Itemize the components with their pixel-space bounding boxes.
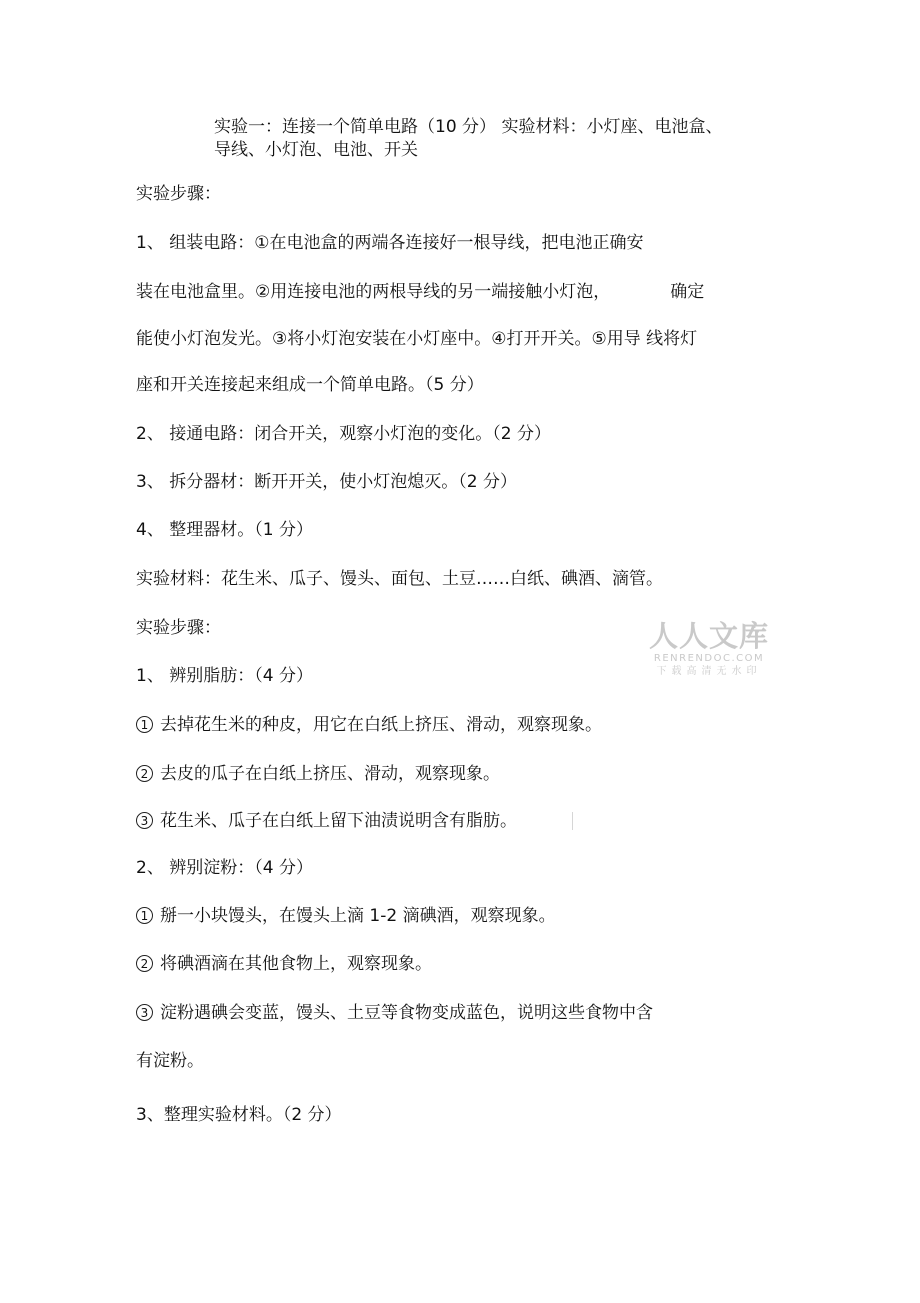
exp2-tidy-step: 3、整理实验材料。（2 分） bbox=[136, 1105, 342, 1125]
fat-item bbox=[136, 810, 517, 832]
circled-number-icon: 2 bbox=[136, 765, 153, 782]
exp1-title-line2: 导线、小灯泡、电池、开关 bbox=[214, 140, 418, 160]
starch-item-continuation: 有淀粉。 bbox=[136, 1051, 204, 1071]
exp1-step1-line3: 能使小灯泡发光。③将小灯泡安装在小灯座中。④打开开关。⑤用导 线将灯 bbox=[136, 329, 698, 349]
exp1-step1-line2-end: 确定 bbox=[670, 282, 705, 302]
starch-item-text: 淀粉遇碘会变蓝，馒头、土豆等食物变成蓝色，说明这些食物中含 bbox=[160, 1003, 653, 1023]
circled-number-icon: 2 bbox=[136, 955, 153, 972]
text-cursor bbox=[572, 812, 573, 830]
exp1-step1-line1: 1、 组装电路：①在电池盒的两端各连接好一根导线，把电池正确安 bbox=[136, 233, 644, 253]
circled-number-icon: 1 bbox=[136, 907, 153, 924]
circled-number-icon: 1 bbox=[136, 716, 153, 733]
exp2-fat-heading: 1、 辨别脂肪：（4 分） bbox=[136, 666, 313, 686]
exp1-step1-line2-text: 装在电池盒里。②用连接电池的两根导线的另一端接触小灯泡， bbox=[136, 282, 611, 302]
exp1-steps-heading: 实验步骤： bbox=[136, 184, 221, 204]
starch-item bbox=[136, 953, 432, 975]
exp1-step1-line2 bbox=[136, 281, 704, 303]
fat-item-text: 去掉花生米的种皮，用它在白纸上挤压、滑动，观察现象。 bbox=[160, 715, 602, 735]
starch-item-text: 将碘酒滴在其他食物上，观察现象。 bbox=[160, 954, 432, 974]
starch-item bbox=[136, 1002, 653, 1024]
exp2-steps-heading: 实验步骤： bbox=[136, 618, 221, 638]
exp1-step4: 4、 整理器材。（1 分） bbox=[136, 520, 313, 540]
circled-number-icon: 3 bbox=[136, 1004, 153, 1021]
exp2-materials: 实验材料：花生米、瓜子、馒头、面包、土豆……白纸、碘酒、滴管。 bbox=[136, 569, 663, 589]
watermark-logo bbox=[646, 620, 772, 678]
starch-item bbox=[136, 905, 556, 927]
watermark-domain: RENRENDOC.COM bbox=[653, 653, 765, 664]
fat-item-text: 花生米、瓜子在白纸上留下油渍说明含有脂肪。 bbox=[160, 811, 517, 831]
exp1-step3: 3、 拆分器材：断开开关，使小灯泡熄灭。（2 分） bbox=[136, 472, 517, 492]
exp1-step1-line4: 座和开关连接起来组成一个简单电路。（5 分） bbox=[136, 375, 484, 395]
watermark-tagline: 下载高清无水印 bbox=[656, 666, 762, 677]
watermark-name: 人人文库 bbox=[648, 619, 769, 653]
fat-item-text: 去皮的瓜子在白纸上挤压、滑动，观察现象。 bbox=[160, 764, 500, 784]
fat-item bbox=[136, 714, 602, 736]
fat-item bbox=[136, 763, 500, 785]
starch-item-text: 掰一小块馒头，在馒头上滴 1-2 滴碘酒，观察现象。 bbox=[160, 906, 556, 926]
exp1-step2: 2、 接通电路：闭合开关，观察小灯泡的变化。（2 分） bbox=[136, 424, 551, 444]
exp2-starch-heading: 2、 辨别淀粉：（4 分） bbox=[136, 858, 313, 878]
exp1-title-line1: 实验一：连接一个简单电路（10 分） 实验材料：小灯座、电池盒、 bbox=[214, 117, 723, 137]
circled-number-icon: 3 bbox=[136, 812, 153, 829]
